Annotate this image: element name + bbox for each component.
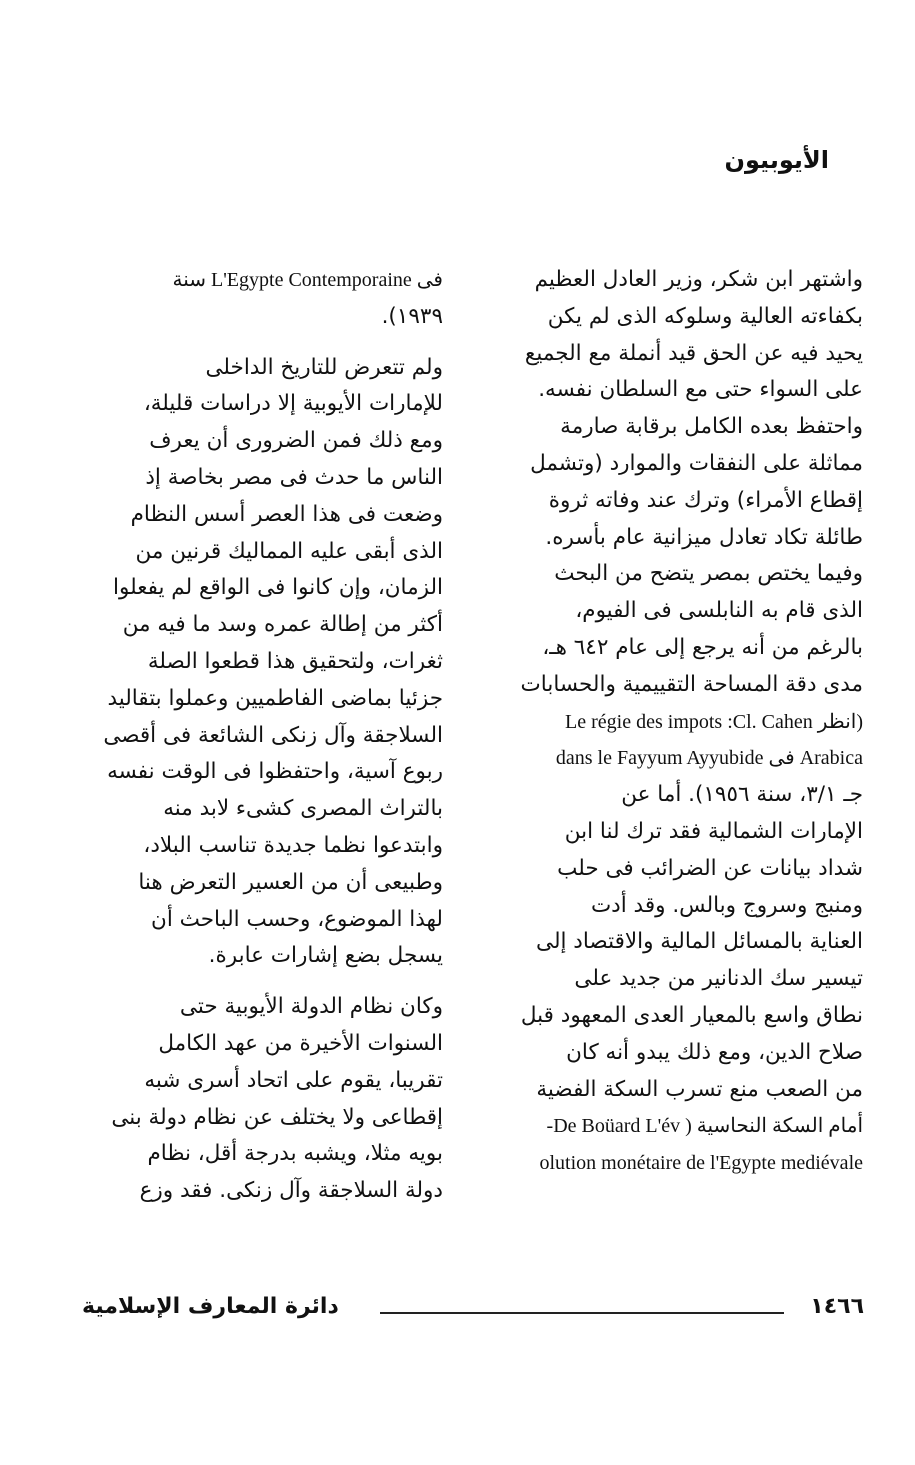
text-line: الذى قام به النابلسى فى الفيوم، <box>575 598 863 624</box>
text-line: ربوع آسية، واحتفظوا فى الوقت نفسه <box>107 759 443 785</box>
left-column <box>71 262 443 1210</box>
text-line: بويه مثلا، ويشبه بدرجة أقل، نظام <box>147 1141 443 1167</box>
text-line: تيسير سك الدنانير من جديد على <box>574 966 863 992</box>
text-line: لهذا الموضوع، وحسب الباحث أن <box>151 906 443 932</box>
text-line: وفيما يختص بمصر يتضح من البحث <box>554 561 863 587</box>
text-line: يسجل بضع إشارات عابرة. <box>208 943 443 969</box>
text-line: فى L'Egypte Contemporaine سنة <box>172 269 443 291</box>
text-line: (انظر Le régie des impots :Cl. Cahen <box>565 710 863 733</box>
text-line: ١٩٣٩). <box>381 303 443 329</box>
text-line: صلاح الدين، ومع ذلك يبدو أنه كان <box>566 1039 863 1065</box>
text-line: ومع ذلك فمن الضرورى أن يعرف <box>149 428 443 454</box>
text-line: وكان نظام الدولة الأيوبية حتى <box>179 994 443 1020</box>
footer-rule <box>380 1312 784 1314</box>
text-line: وضعت فى هذا العصر أسس النظام <box>130 501 443 527</box>
text-line: وابتدعوا نظما جديدة تناسب البلاد، <box>143 832 443 858</box>
right-column <box>493 262 863 1182</box>
text-line: العناية بالمسائل المالية والاقتصاد إلى <box>536 929 863 955</box>
text-line: شداد بيانات عن الضرائب فى حلب <box>557 855 863 881</box>
text-line: الزمان، وإن كانوا فى الواقع لم يفعلوا <box>113 575 443 601</box>
text-line: السنوات الأخيرة من عهد الكامل <box>158 1030 443 1056</box>
text-line: ثغرات، ولتحقيق هذا قطعوا الصلة <box>147 648 443 674</box>
text-line: Arabica فى dans le Fayyum Ayyubide <box>555 747 863 770</box>
text-line: الذى أبقى عليه المماليك قرنين من <box>135 538 443 564</box>
text-line: تقريبا، يقوم على اتحاد أسرى شبه <box>144 1067 443 1093</box>
page-number: ١٤٦٦ <box>810 1294 864 1319</box>
text-line: للإمارات الأيوبية إلا دراسات قليلة، <box>143 391 443 417</box>
text-line: مماثلة على النفقات والموارد (وتشمل <box>530 450 863 476</box>
text-line: بكفاءته العالية وسلوكه الذى لم يكن <box>547 303 863 329</box>
text-line: جـ ٣/١، سنة ١٩٥٦). أما عن <box>621 782 863 808</box>
paragraph-gap <box>71 975 443 989</box>
text-line: السلاجقة وآل زنكى الشائعة فى أقصى <box>103 722 443 748</box>
text-line: دولة السلاجقة وآل زنكى. فقد وزع <box>139 1178 443 1204</box>
text-line: على السواء حتى مع السلطان نفسه. <box>538 377 863 403</box>
publication-title: دائرة المعارف الإسلامية <box>82 1294 339 1319</box>
text-line: يحيد فيه عن الحق قيد أنملة مع الجميع <box>524 340 863 366</box>
text-line: وطبيعى أن من العسير التعرض هنا <box>138 869 443 895</box>
text-line: إقطاع الأمراء) وترك عند وفاته ثروة <box>548 487 863 513</box>
text-line: جزئيا بماضى الفاطميين وعملوا بتقاليد <box>107 685 443 711</box>
text-line: من الصعب منع تسرب السكة الفضية <box>536 1076 863 1102</box>
text-line: نطاق واسع بالمعيار العدى المعهود قبل <box>520 1002 863 1028</box>
text-line: إقطاعى ولا يختلف عن نظام دولة بنى <box>111 1104 443 1130</box>
text-line: بالتراث المصرى كشىء لابد منه <box>163 796 443 822</box>
running-head: الأيوبيون <box>724 146 829 174</box>
page-footer <box>82 1294 864 1334</box>
text-line: أمام السكة النحاسية ( De Boüard L'év- <box>546 1115 863 1138</box>
text-line: طائلة تكاد تعادل ميزانية عام بأسره. <box>545 524 863 550</box>
text-line: واحتفظ بعده الكامل برقابة صارمة <box>560 414 863 440</box>
text-line: olution monétaire de l'Egypte mediévale <box>539 1152 863 1175</box>
text-line: مدى دقة المساحة التقييمية والحسابات <box>520 671 863 697</box>
text-line: ومنبج وسروج وبالس. وقد أدت <box>590 892 863 918</box>
text-line: بالرغم من أنه يرجع إلى عام ٦٤٢ هـ، <box>542 634 863 660</box>
text-line: ولم تتعرض للتاريخ الداخلى <box>205 354 443 380</box>
text-line: أكثر من إطالة عمره وسد ما فيه من <box>122 612 443 638</box>
text-line: الإمارات الشمالية فقد ترك لنا ابن <box>564 818 863 844</box>
paragraph-gap <box>71 336 443 350</box>
text-line: واشتهر ابن شكر، وزير العادل العظيم <box>534 267 863 292</box>
text-line: الناس ما حدث فى مصر بخاصة إذ <box>145 464 443 490</box>
